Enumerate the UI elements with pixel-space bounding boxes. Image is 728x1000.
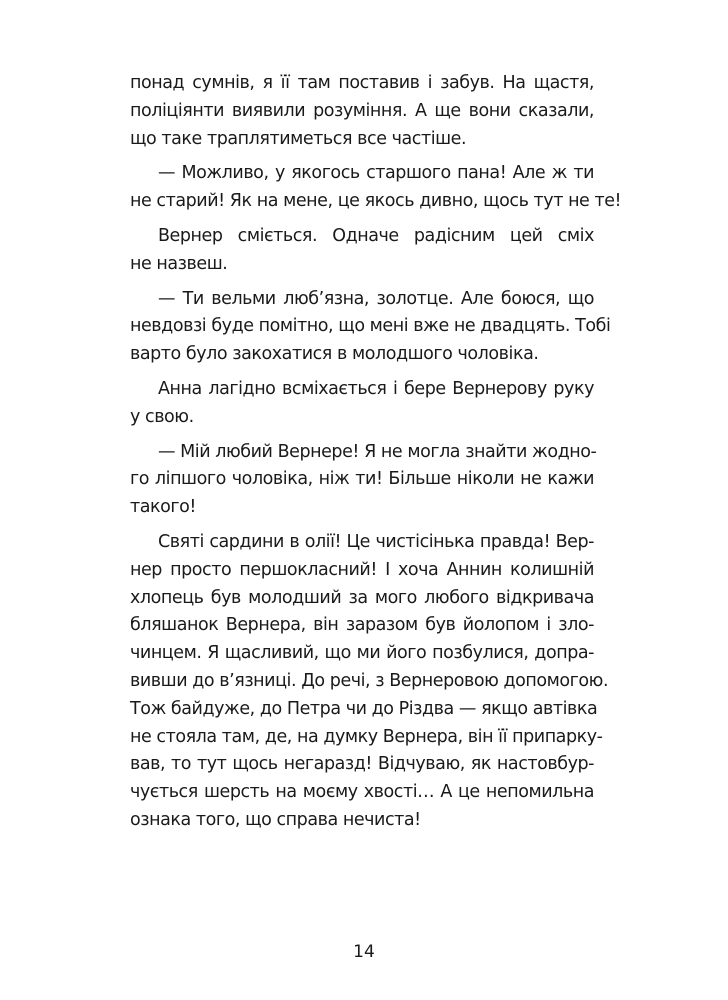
text-line: нер просто першокласний! І хоча Аннин колишній [130,559,594,580]
text-line: Тож байдуже, до Петра чи до Різдва — якщо автівка [130,698,598,719]
text-line: бляшанок Вернера, він заразом був йолопом і зло- [130,615,594,636]
text-line: не назвеш. [130,253,228,274]
paragraph [130,223,594,279]
text-line: невдовзі буде помітно, що мені вже не двадцять. Тобі [130,316,611,337]
text-line: — Можливо, у якогось старшого пана! Але ж ти [158,163,594,184]
text-line: вивши до в’язниці. До речі, з Вернеровою допомогою. [130,670,609,691]
text-line: — Ти вельми люб’язна, золотце. Але боюся, що [158,288,594,309]
text-line: у свою. [130,406,194,427]
text-line: чується шерсть на моєму хвості… А це непомильна [130,782,594,803]
text-line: поліціянти виявили розуміння. А ще вони сказали, [130,100,594,121]
paragraph [130,376,594,432]
text-line: вав, то тут щось негаразд! Відчуваю, як настовбур- [130,754,594,775]
text-line: варто було закохатися в молодшого чоловіка. [130,344,539,365]
text-line: Святі сардини в олії! Це чистісінька правда! Вер- [158,531,594,552]
paragraph [130,529,609,835]
text-line: понад сумнів, я її там поставив і забув. На щастя, [130,73,594,93]
text-line: такого! [130,497,196,518]
text-line: не стояла там, де, на думку Вернера, він її припарку- [130,726,603,747]
paragraph [130,286,611,369]
text-line: чинцем. Я щасливий, що ми його позбулися, допра- [130,643,594,664]
page-number: 14 [353,942,375,962]
text-line: не старий! Як на мене, це якось дивно, щось тут не те! [130,191,622,212]
text-line: хлопець був молодший за мого любого відкривача [130,587,594,608]
text-line: Вернер сміється. Одначе радісним цей сміх [158,225,594,246]
text-line: го ліпшого чоловіка, ніж ти! Більше ніколи не кажи [130,469,594,490]
paragraph [130,439,597,522]
paragraph [130,70,594,153]
text-line: Анна лагідно всміхається і бере Вернерову руку [158,378,594,399]
text-line: — Мій любий Вернере! Я не могла знайти жодно- [158,441,597,462]
text-line: що таке траплятиметься все частіше. [130,128,467,149]
text-line: ознака того, що справа нечиста! [130,809,421,830]
body-text [130,70,622,835]
paragraph [130,160,622,216]
